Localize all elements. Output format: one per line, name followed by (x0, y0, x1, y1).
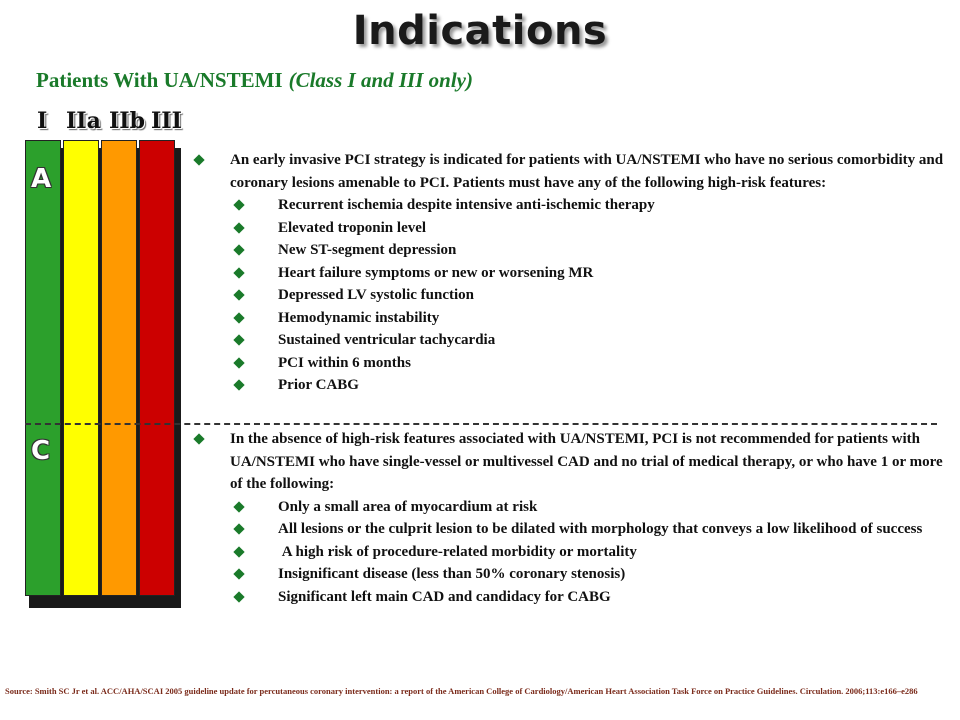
class-label-iia: IIa (66, 108, 101, 134)
class-label-i: I (37, 108, 48, 134)
list-item-text: Heart failure symptoms or new or worsening MR (278, 264, 594, 281)
bar-class-iib (101, 140, 137, 596)
list-item-text: A high risk of procedure-related morbidity or mortality (278, 543, 637, 560)
diamond-bullet-icon (233, 289, 244, 300)
section-divider (25, 423, 937, 425)
diamond-bullet-icon (193, 433, 204, 444)
list-item (190, 374, 950, 397)
list-item-text: Significant left main CAD and candidacy for CABG (278, 588, 611, 605)
class-bars (25, 140, 185, 608)
subtitle-note: (Class I and III only) (288, 68, 473, 92)
diamond-bullet-icon (233, 546, 244, 557)
list-item (190, 307, 950, 330)
list-item (190, 329, 950, 352)
bar-class-i (25, 140, 61, 596)
list-item (190, 496, 950, 519)
diamond-bullet-icon (233, 312, 244, 323)
section-c-text: In the absence of high-risk features associated with UA/NSTEMI, PCI is not recommended for patients with UA/NSTEMI who have single-vessel or multivessel CAD and no trial of medical therapy, or who have 1 or more of the following: (230, 431, 943, 492)
list-item (190, 518, 950, 541)
diamond-bullet-icon (233, 501, 244, 512)
class-labels (25, 108, 185, 138)
class-label-iii: III (151, 108, 182, 134)
list-item (190, 563, 950, 586)
list-item-text: Prior CABG (278, 377, 359, 393)
list-item-text: All lesions or the culprit lesion to be dilated with morphology that conveys a low likelihood of success (278, 521, 923, 537)
bar-class-iia (63, 140, 99, 596)
list-item-text: Insignificant disease (less than 50% coronary stenosis) (278, 566, 626, 582)
diamond-bullet-icon (233, 267, 244, 278)
list-item-text: Hemodynamic instability (278, 309, 440, 326)
list-item-text: New ST-segment depression (278, 242, 457, 258)
list-item (190, 262, 950, 285)
diamond-bullet-icon (233, 379, 244, 390)
bar-class-iii (139, 140, 175, 596)
list-item-text: Elevated troponin level (278, 219, 427, 236)
section-c (190, 428, 950, 608)
list-item (190, 541, 950, 564)
diamond-bullet-icon (233, 357, 244, 368)
list-item (190, 284, 950, 307)
slide-title: Indications (352, 8, 608, 54)
list-item (190, 194, 950, 217)
list-item (190, 217, 950, 240)
diamond-bullet-icon (193, 154, 204, 165)
diamond-bullet-icon (233, 199, 244, 210)
list-item-text: PCI within 6 months (278, 354, 411, 371)
diamond-bullet-icon (233, 568, 244, 579)
list-item-text: Only a small area of myocardium at risk (278, 498, 538, 515)
list-item-text: Sustained ventricular tachycardia (278, 332, 496, 348)
diamond-bullet-icon (233, 244, 244, 255)
section-a-text: An early invasive PCI strategy is indicated for patients with UA/NSTEMI who have no serious comorbidity and coronary lesions amenable to PCI. Patients must have any of the following high-risk features: (230, 152, 944, 191)
source-citation: Source: Smith SC Jr et al. ACC/AHA/SCAI 2005 guideline update for percutaneous coronary intervention: a report of the American College of Cardiology/American Heart Association Task Force on Practice Guidelines. Circulation. 2006;113:e166–e286 (5, 686, 918, 696)
section-a-main (190, 149, 950, 194)
diamond-bullet-icon (233, 523, 244, 534)
list-item (190, 586, 950, 609)
section-c-main (190, 428, 950, 496)
subtitle-main: Patients With UA/NSTEMI (36, 68, 283, 92)
diamond-bullet-icon (233, 591, 244, 602)
slide-subtitle (36, 68, 473, 93)
list-item-text: Recurrent ischemia despite intensive anti-ischemic therapy (278, 197, 655, 213)
list-item (190, 239, 950, 262)
class-label-iib: IIb (109, 108, 145, 134)
section-a (190, 149, 950, 397)
level-a-label: A (31, 164, 52, 194)
list-item-text: Depressed LV systolic function (278, 287, 474, 303)
level-c-label: C (31, 436, 51, 466)
diamond-bullet-icon (233, 222, 244, 233)
diamond-bullet-icon (233, 334, 244, 345)
list-item (190, 352, 950, 375)
